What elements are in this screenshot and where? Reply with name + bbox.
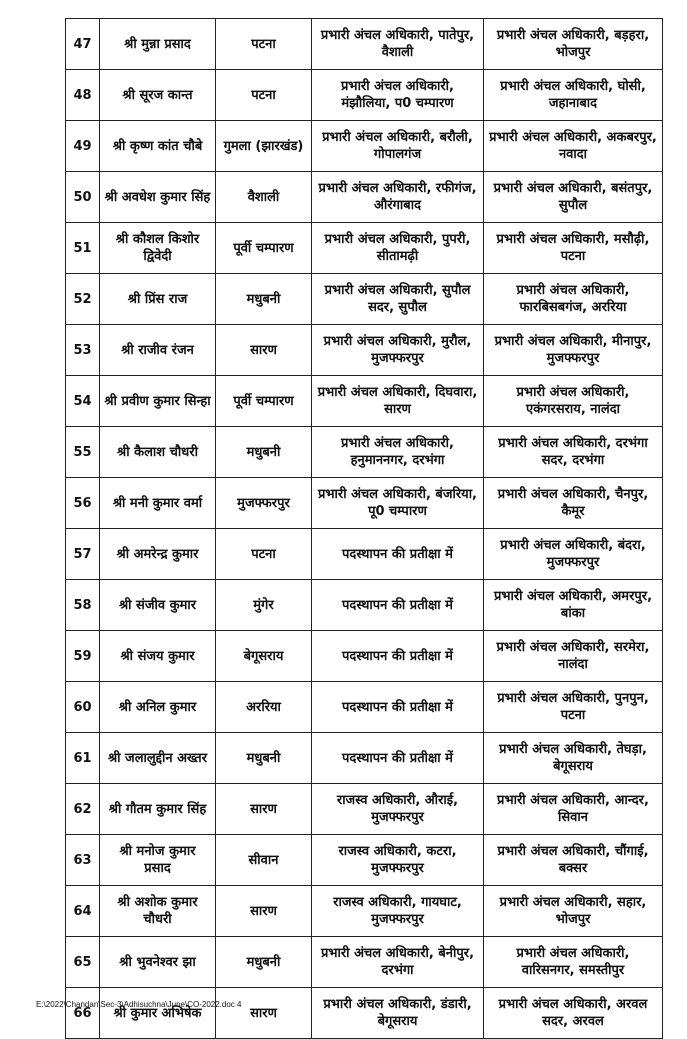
home-district: मधुबनी xyxy=(216,427,312,478)
home-district: पूर्वी चम्पारण xyxy=(216,376,312,427)
proposed-posting: प्रभारी अंचल अधिकारी, सरमेरा, नालंदा xyxy=(484,631,663,682)
serial-number: 60 xyxy=(66,682,100,733)
home-district: पटना xyxy=(216,529,312,580)
serial-number: 63 xyxy=(66,835,100,886)
table-row xyxy=(66,835,663,886)
table-row xyxy=(66,886,663,937)
table-row xyxy=(66,70,663,121)
home-district: गुमला (झारखंड) xyxy=(216,121,312,172)
current-posting: प्रभारी अंचल अधिकारी, बेनीपुर, दरभंगा xyxy=(312,937,484,988)
current-posting: प्रभारी अंचल अधिकारी, मंझौलिया, प0 चम्पारण xyxy=(312,70,484,121)
current-posting: प्रभारी अंचल अधिकारी, बरौली, गोपालगंज xyxy=(312,121,484,172)
officer-name: श्री मनोज कुमार प्रसाद xyxy=(100,835,216,886)
table-row xyxy=(66,223,663,274)
home-district: बेगूसराय xyxy=(216,631,312,682)
serial-number: 52 xyxy=(66,274,100,325)
serial-number: 66 xyxy=(66,988,100,1039)
current-posting: पदस्थापन की प्रतीक्षा में xyxy=(312,682,484,733)
officer-name: श्री संजीव कुमार xyxy=(100,580,216,631)
serial-number: 54 xyxy=(66,376,100,427)
serial-number: 64 xyxy=(66,886,100,937)
officer-name: श्री कैलाश चौधरी xyxy=(100,427,216,478)
table-row xyxy=(66,325,663,376)
table-row xyxy=(66,580,663,631)
officer-name: श्री कृष्ण कांत चौबे xyxy=(100,121,216,172)
home-district: सारण xyxy=(216,325,312,376)
home-district: वैशाली xyxy=(216,172,312,223)
table-row xyxy=(66,121,663,172)
proposed-posting: प्रभारी अंचल अधिकारी, अरवल सदर, अरवल xyxy=(484,988,663,1039)
table-row xyxy=(66,733,663,784)
serial-number: 65 xyxy=(66,937,100,988)
officer-name: श्री भुवनेश्वर झा xyxy=(100,937,216,988)
home-district: मधुबनी xyxy=(216,274,312,325)
proposed-posting: प्रभारी अंचल अधिकारी, चौंगाई, बक्सर xyxy=(484,835,663,886)
table-row xyxy=(66,937,663,988)
current-posting: प्रभारी अंचल अधिकारी, हनुमाननगर, दरभंगा xyxy=(312,427,484,478)
serial-number: 53 xyxy=(66,325,100,376)
proposed-posting: प्रभारी अंचल अधिकारी, सहार, भोजपुर xyxy=(484,886,663,937)
table-row xyxy=(66,682,663,733)
officer-name: श्री अनिल कुमार xyxy=(100,682,216,733)
serial-number: 50 xyxy=(66,172,100,223)
proposed-posting: प्रभारी अंचल अधिकारी, बंदरा, मुजफ्फरपुर xyxy=(484,529,663,580)
table-row xyxy=(66,427,663,478)
current-posting: प्रभारी अंचल अधिकारी, रफीगंज, औरंगाबाद xyxy=(312,172,484,223)
home-district: मुजफ्फरपुर xyxy=(216,478,312,529)
serial-number: 51 xyxy=(66,223,100,274)
current-posting: राजस्व अधिकारी, कटरा, मुजफ्फरपुर xyxy=(312,835,484,886)
table-row xyxy=(66,478,663,529)
officer-table xyxy=(65,18,663,1039)
serial-number: 49 xyxy=(66,121,100,172)
officer-name: श्री प्रवीण कुमार सिन्हा xyxy=(100,376,216,427)
home-district: सारण xyxy=(216,784,312,835)
officer-name: श्री प्रिंस राज xyxy=(100,274,216,325)
current-posting: राजस्व अधिकारी, गायघाट, मुजफ्फरपुर xyxy=(312,886,484,937)
home-district: मुंगेर xyxy=(216,580,312,631)
proposed-posting: प्रभारी अंचल अधिकारी, चैनपुर, कैमूर xyxy=(484,478,663,529)
officer-name: श्री कुमार अभिषेक xyxy=(100,988,216,1039)
serial-number: 56 xyxy=(66,478,100,529)
current-posting: प्रभारी अंचल अधिकारी, डंडारी, बेगूसराय xyxy=(312,988,484,1039)
current-posting: प्रभारी अंचल अधिकारी, बंजरिया, पू0 चम्पारण xyxy=(312,478,484,529)
proposed-posting: प्रभारी अंचल अधिकारी, पुनपुन, पटना xyxy=(484,682,663,733)
proposed-posting: प्रभारी अंचल अधिकारी, अमरपुर, बांका xyxy=(484,580,663,631)
table-row xyxy=(66,784,663,835)
home-district: अररिया xyxy=(216,682,312,733)
proposed-posting: प्रभारी अंचल अधिकारी, घोसी, जहानाबाद xyxy=(484,70,663,121)
current-posting: प्रभारी अंचल अधिकारी, मुरौल, मुजफ्फरपुर xyxy=(312,325,484,376)
proposed-posting: प्रभारी अंचल अधिकारी, दरभंगा सदर, दरभंगा xyxy=(484,427,663,478)
officer-name: श्री जलालुद्दीन अख्तर xyxy=(100,733,216,784)
officer-name: श्री राजीव रंजन xyxy=(100,325,216,376)
serial-number: 55 xyxy=(66,427,100,478)
current-posting: प्रभारी अंचल अधिकारी, पुपरी, सीतामढ़ी xyxy=(312,223,484,274)
serial-number: 61 xyxy=(66,733,100,784)
home-district: सारण xyxy=(216,886,312,937)
officer-name: श्री मनी कुमार वर्मा xyxy=(100,478,216,529)
current-posting: प्रभारी अंचल अधिकारी, दिघवारा, सारण xyxy=(312,376,484,427)
home-district: मधुबनी xyxy=(216,733,312,784)
serial-number: 57 xyxy=(66,529,100,580)
proposed-posting: प्रभारी अंचल अधिकारी, बड़हरा, भोजपुर xyxy=(484,19,663,70)
table-row xyxy=(66,376,663,427)
table-row xyxy=(66,988,663,1039)
officer-name: श्री गौतम कुमार सिंह xyxy=(100,784,216,835)
current-posting: प्रभारी अंचल अधिकारी, सुपौल सदर, सुपौल xyxy=(312,274,484,325)
file-path-footer: E:\2022\Chandan\Sec-3\Adhisuchna\June\CO-2022.doc 4 xyxy=(36,1000,242,1009)
proposed-posting: प्रभारी अंचल अधिकारी, अकबरपुर, नवादा xyxy=(484,121,663,172)
serial-number: 59 xyxy=(66,631,100,682)
table-row xyxy=(66,274,663,325)
table-row xyxy=(66,631,663,682)
officer-name: श्री अवधेश कुमार सिंह xyxy=(100,172,216,223)
home-district: पूर्वी चम्पारण xyxy=(216,223,312,274)
proposed-posting: प्रभारी अंचल अधिकारी, बसंतपुर, सुपौल xyxy=(484,172,663,223)
officer-name: श्री अशोक कुमार चौधरी xyxy=(100,886,216,937)
proposed-posting: प्रभारी अंचल अधिकारी, वारिसनगर, समस्तीपुर xyxy=(484,937,663,988)
current-posting: पदस्थापन की प्रतीक्षा में xyxy=(312,529,484,580)
officer-name: श्री अमरेन्द्र कुमार xyxy=(100,529,216,580)
officer-name: श्री संजय कुमार xyxy=(100,631,216,682)
current-posting: राजस्व अधिकारी, औराई, मुजफ्फरपुर xyxy=(312,784,484,835)
table-row xyxy=(66,529,663,580)
serial-number: 62 xyxy=(66,784,100,835)
home-district: सारण xyxy=(216,988,312,1039)
proposed-posting: प्रभारी अंचल अधिकारी, आन्दर, सिवान xyxy=(484,784,663,835)
proposed-posting: प्रभारी अंचल अधिकारी, मसौढ़ी, पटना xyxy=(484,223,663,274)
proposed-posting: प्रभारी अंचल अधिकारी, तेघड़ा, बेगूसराय xyxy=(484,733,663,784)
home-district: सीवान xyxy=(216,835,312,886)
proposed-posting: प्रभारी अंचल अधिकारी, मीनापुर, मुजफ्फरपुर xyxy=(484,325,663,376)
home-district: पटना xyxy=(216,70,312,121)
proposed-posting: प्रभारी अंचल अधिकारी, फारबिसबगंज, अररिया xyxy=(484,274,663,325)
proposed-posting: प्रभारी अंचल अधिकारी, एकंगरसराय, नालंदा xyxy=(484,376,663,427)
serial-number: 47 xyxy=(66,19,100,70)
table-body xyxy=(66,19,663,1039)
officer-name: श्री कौशल किशोर द्विवेदी xyxy=(100,223,216,274)
current-posting: पदस्थापन की प्रतीक्षा में xyxy=(312,631,484,682)
serial-number: 48 xyxy=(66,70,100,121)
home-district: मधुबनी xyxy=(216,937,312,988)
home-district: पटना xyxy=(216,19,312,70)
current-posting: पदस्थापन की प्रतीक्षा में xyxy=(312,733,484,784)
officer-name: श्री सूरज कान्त xyxy=(100,70,216,121)
serial-number: 58 xyxy=(66,580,100,631)
table-row xyxy=(66,19,663,70)
current-posting: प्रभारी अंचल अधिकारी, पातेपुर, वैशाली xyxy=(312,19,484,70)
table-row xyxy=(66,172,663,223)
current-posting: पदस्थापन की प्रतीक्षा में xyxy=(312,580,484,631)
officer-name: श्री मुन्ना प्रसाद xyxy=(100,19,216,70)
